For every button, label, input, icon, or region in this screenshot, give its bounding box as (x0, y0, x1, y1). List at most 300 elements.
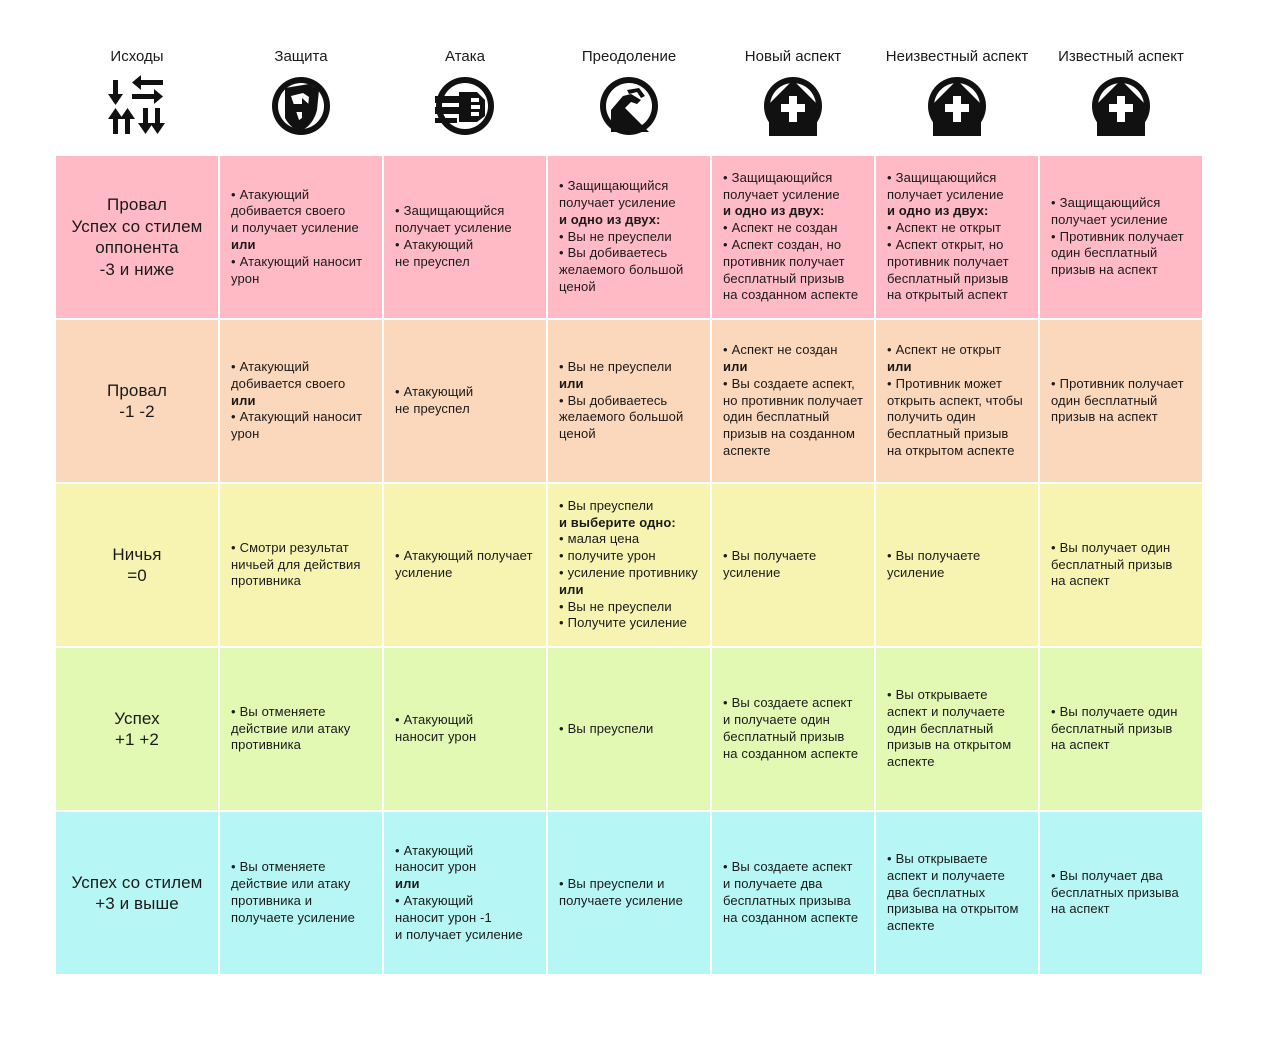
bullet-icon: • (395, 237, 400, 252)
header-title: Атака (445, 48, 485, 65)
line-text: и выберите одно: (559, 514, 676, 530)
climb-icon (597, 74, 661, 138)
line-text: призыв на аспект (1051, 262, 1158, 278)
line-text: противника и (231, 893, 313, 908)
result-cell-unknown-aspect (876, 320, 1038, 482)
outcome-row-tie (56, 484, 1202, 646)
bullet-line (887, 342, 1023, 359)
text-line (1051, 573, 1172, 590)
text-line (559, 893, 683, 910)
line-text: но противник получает (723, 392, 864, 408)
text-line (231, 721, 350, 738)
outcome-row-fail (56, 320, 1202, 482)
line-text: получите урон (567, 548, 656, 564)
line-text: Аспект не открыт (895, 342, 1002, 358)
bullet-icon: • (395, 203, 400, 219)
bullet-icon: • (231, 409, 236, 425)
text-line (231, 376, 362, 393)
bullet-line (395, 203, 512, 220)
line-text: аспект и получаете (887, 703, 1005, 719)
line-text: бесплатный призыв (1051, 556, 1173, 572)
bullet-line (723, 220, 858, 237)
text-line (723, 712, 858, 729)
result-cell-unknown-aspect (876, 484, 1038, 646)
result-cell-overcome (548, 156, 710, 318)
result-text (723, 548, 816, 582)
header-title: Преодоление (581, 48, 677, 65)
text-line (231, 737, 350, 754)
outcome-row-success-style (56, 812, 1202, 974)
outcome-label (112, 544, 161, 587)
result-text (559, 876, 683, 910)
bullet-line (559, 599, 698, 616)
bullet-icon: • (887, 687, 892, 702)
bullet-icon: • (1051, 375, 1056, 391)
bullet-line (395, 843, 523, 860)
outcome-row-success (56, 648, 1202, 810)
line-text: Защищающийся (731, 169, 833, 185)
text-line (231, 893, 355, 910)
line-text: призыв на открытом (887, 737, 1012, 753)
line-text: на открытый аспект (887, 287, 1008, 303)
bullet-icon: • (395, 842, 400, 858)
bullet-line (559, 876, 683, 893)
cross-shield-icon (925, 74, 989, 138)
line-text: желаемого большой (559, 409, 684, 425)
text-line (395, 729, 476, 746)
bullet-line (231, 540, 361, 557)
text-line (723, 910, 858, 927)
bullet-icon: • (1051, 867, 1056, 883)
bullet-line (559, 229, 683, 246)
outcome-label-cell (56, 484, 218, 646)
bullet-line (559, 498, 698, 515)
bullet-line (723, 695, 858, 712)
line-text: Противник получает (1059, 375, 1184, 391)
result-text (723, 342, 863, 460)
text-line (559, 195, 683, 212)
bullet-icon: • (395, 712, 400, 728)
line-text: открыть аспект, чтобы (887, 392, 1023, 408)
result-text (559, 721, 653, 738)
bullet-icon: • (559, 720, 564, 736)
text-line (1051, 901, 1179, 918)
result-cell-known-aspect (1040, 812, 1202, 974)
line-text: малая цена (567, 531, 640, 547)
outcome-label-line: Провал (107, 380, 167, 400)
connector-text (395, 876, 523, 893)
outcome-label-line: +1 +2 (114, 730, 159, 749)
bullet-icon: • (1051, 539, 1056, 555)
line-text: ценой (559, 278, 596, 294)
text-line (395, 220, 512, 237)
bullet-line (887, 687, 1011, 704)
column-header-bar (0, 0, 1266, 150)
header-title: Защита (274, 48, 328, 65)
text-line (887, 754, 1011, 771)
outcome-label-line: Провал (107, 195, 167, 214)
line-text: аспект и получаете (887, 867, 1005, 883)
bullet-icon: • (559, 359, 564, 374)
text-line (559, 279, 683, 296)
bullet-line (723, 548, 816, 565)
text-line (395, 254, 512, 271)
outcome-label-line: Успех со стилем (71, 216, 203, 236)
line-text: и одно из двух: (559, 211, 661, 227)
text-line (723, 443, 863, 460)
line-text: усиление противнику (567, 565, 698, 580)
bullet-icon: • (395, 893, 400, 908)
text-line (887, 271, 1009, 288)
text-line (723, 426, 863, 443)
bullet-icon: • (395, 384, 400, 400)
result-cell-unknown-aspect (876, 812, 1038, 974)
line-text: урон (231, 426, 260, 442)
bullet-icon: • (559, 245, 564, 261)
line-text: или (395, 876, 420, 892)
text-line (1051, 557, 1172, 574)
result-text (395, 384, 473, 418)
text-line (887, 565, 980, 582)
line-text: Защищающийся (1059, 195, 1161, 210)
line-text: бесплатный призыв (887, 270, 1009, 286)
line-text: Противник получает (1059, 228, 1184, 244)
line-text: аспекте (887, 754, 935, 770)
line-text: и получаете два (723, 876, 823, 892)
text-line (231, 220, 362, 237)
result-text (559, 178, 683, 296)
result-text (395, 548, 533, 582)
line-text: Вы создаете аспект, (731, 375, 855, 391)
result-cell-known-aspect (1040, 484, 1202, 646)
line-text: не преуспел (395, 401, 470, 416)
text-line (887, 901, 1019, 918)
line-text: или (887, 359, 912, 374)
line-text: на аспект (1051, 573, 1110, 589)
line-text: Атакующий наносит (239, 253, 363, 269)
text-line (887, 885, 1019, 902)
bullet-icon: • (723, 695, 728, 711)
text-line (723, 565, 816, 582)
line-text: аспекте (887, 918, 935, 934)
line-text: Аспект создан, но (731, 237, 842, 252)
line-text: получаете усиление (231, 909, 355, 925)
line-text: и получает усиление (231, 220, 359, 236)
bullet-icon: • (395, 548, 400, 564)
bullet-icon: • (559, 565, 564, 580)
result-text (1051, 376, 1184, 426)
line-text: один бесплатный (1051, 245, 1158, 261)
text-line (887, 918, 1019, 935)
result-text (887, 170, 1009, 304)
line-text: получает усиление (1051, 211, 1168, 227)
bullet-line (887, 237, 1009, 254)
line-text: получает усиление (723, 186, 840, 202)
result-cell-overcome (548, 812, 710, 974)
text-line (1051, 885, 1179, 902)
line-text: или (723, 359, 748, 374)
connector-text (887, 203, 1009, 220)
line-text: противника (231, 737, 301, 753)
line-text: или (559, 375, 584, 391)
text-line (887, 287, 1009, 304)
line-text: на созданном аспекте (723, 287, 859, 303)
connector-text (887, 359, 1023, 376)
result-cell-unknown-aspect (876, 648, 1038, 810)
header-defend (220, 0, 382, 150)
header-title: Неизвестный аспект (885, 48, 1029, 65)
line-text: получаете усиление (559, 893, 683, 908)
header-title: Известный аспект (1058, 48, 1184, 65)
result-cell-defend (220, 648, 382, 810)
line-text: и одно из двух: (887, 203, 989, 219)
bullet-icon: • (559, 876, 564, 892)
bullet-line (723, 376, 863, 393)
line-text: Вы получаете один (1059, 703, 1178, 719)
outcome-label-line: оппонента (95, 238, 179, 257)
line-text: призыва на открытом (887, 901, 1019, 917)
bullet-line (231, 359, 362, 376)
outcome-label-line: Успех со стилем (71, 872, 203, 892)
result-text (887, 342, 1023, 460)
result-text (231, 704, 350, 754)
text-line (887, 426, 1023, 443)
line-text: и получаете один (723, 712, 830, 728)
result-text (1051, 868, 1179, 918)
bullet-icon: • (887, 237, 892, 252)
line-text: действие или атаку (231, 720, 351, 736)
bullet-icon: • (231, 859, 236, 875)
result-text (1051, 540, 1172, 590)
line-text: Защищающийся (403, 203, 505, 219)
bullet-line (723, 237, 858, 254)
result-cell-overcome (548, 484, 710, 646)
outcome-label-line: +3 и выше (95, 894, 179, 913)
outcome-label (72, 194, 203, 280)
line-text: Смотри результат (239, 539, 349, 555)
bullet-icon: • (559, 548, 564, 564)
outcome-label (107, 380, 167, 423)
line-text: Атакующий (403, 712, 474, 728)
arrows-swap-icon (105, 74, 169, 138)
outcome-label-line: =0 (127, 566, 147, 585)
line-text: на созданном аспекте (723, 909, 859, 925)
text-line (887, 704, 1011, 721)
line-text: Вы преуспели (567, 497, 654, 513)
line-text: Вы создаете аспект (731, 695, 853, 711)
outcome-label-cell (56, 648, 218, 810)
cross-shield-icon (761, 74, 825, 138)
bullet-line (395, 548, 533, 565)
text-line (723, 393, 863, 410)
line-text: ценой (559, 426, 596, 442)
result-cell-attack (384, 320, 546, 482)
line-text: Вы отменяете (239, 703, 326, 719)
bullet-icon: • (231, 703, 236, 719)
bullet-icon: • (887, 375, 892, 391)
line-text: Вы создаете аспект (731, 859, 853, 875)
bullet-icon: • (887, 851, 892, 866)
text-line (559, 426, 683, 443)
result-cell-defend (220, 320, 382, 482)
bullet-icon: • (559, 531, 564, 547)
bullet-line (231, 409, 362, 426)
line-text: бесплатных призыва (723, 893, 851, 908)
line-text: противника (231, 573, 301, 589)
line-text: Вы не преуспели (567, 359, 672, 374)
bullet-line (723, 342, 863, 359)
outcome-label-cell (56, 320, 218, 482)
result-cell-attack (384, 812, 546, 974)
header-overcome (548, 0, 710, 150)
result-cell-defend (220, 812, 382, 974)
line-text: Аспект не создан (731, 342, 838, 358)
bullet-icon: • (723, 375, 728, 391)
bullet-icon: • (231, 539, 236, 555)
result-cell-unknown-aspect (876, 156, 1038, 318)
bullet-icon: • (559, 598, 564, 614)
bullet-icon: • (1051, 228, 1056, 244)
result-text (395, 843, 523, 944)
bullet-line (231, 859, 355, 876)
line-text: Вы открываете (895, 687, 988, 702)
bullet-icon: • (559, 615, 564, 631)
bullet-icon: • (723, 859, 728, 875)
header-attack (384, 0, 546, 150)
line-text: один бесплатный (723, 409, 830, 425)
header-new-aspect (712, 0, 874, 150)
text-line (559, 409, 683, 426)
result-text (231, 540, 361, 590)
connector-text (559, 515, 698, 532)
bullet-line (1051, 229, 1184, 246)
outcome-row-fail-style (56, 156, 1202, 318)
outcome-label-line: -3 и ниже (99, 259, 175, 279)
bullet-line (887, 220, 1009, 237)
line-text: Атакующий (239, 186, 310, 202)
line-text: Вы преуспели (567, 720, 654, 736)
bullet-line (395, 712, 476, 729)
bullet-line (231, 704, 350, 721)
line-text: или (559, 581, 584, 597)
bullet-icon: • (887, 220, 892, 236)
line-text: Вы отменяете (239, 859, 326, 875)
text-line (887, 393, 1023, 410)
result-text (723, 859, 858, 926)
result-cell-known-aspect (1040, 320, 1202, 482)
bullet-line (395, 384, 473, 401)
line-text: один бесплатный (1051, 392, 1158, 408)
line-text: Аспект не открыт (895, 220, 1002, 236)
line-text: Получите усиление (567, 615, 688, 631)
line-text: получает усиление (887, 186, 1004, 202)
text-line (1051, 245, 1184, 262)
result-text (395, 203, 512, 270)
bullet-icon: • (887, 342, 892, 358)
outcome-label (114, 708, 159, 751)
result-text (231, 359, 362, 443)
result-text (887, 687, 1011, 771)
header-title: Исходы (110, 48, 164, 65)
result-cell-attack (384, 156, 546, 318)
line-text: ничьей для действия (231, 556, 361, 572)
line-text: наносит урон -1 (395, 909, 492, 925)
line-text: добивается своего (231, 203, 346, 219)
connector-text (723, 359, 863, 376)
bullet-line (1051, 540, 1172, 557)
bullet-icon: • (559, 497, 564, 513)
result-text (559, 359, 683, 443)
line-text: Вы не преуспели (567, 228, 672, 244)
result-text (395, 712, 476, 746)
line-text: не преуспел (395, 253, 470, 269)
bullet-line (887, 851, 1019, 868)
line-text: действие или атаку (231, 876, 351, 892)
outcome-label (72, 872, 203, 915)
result-text (559, 498, 698, 632)
result-cell-known-aspect (1040, 648, 1202, 810)
bullet-line (559, 531, 698, 548)
line-text: Аспект открыт, но (895, 237, 1004, 252)
bullet-icon: • (723, 220, 728, 236)
line-text: Защищающийся (895, 169, 997, 185)
bullet-icon: • (723, 548, 728, 564)
line-text: Вы получает один (1059, 539, 1171, 555)
line-text: противник получает (887, 253, 1009, 269)
result-cell-attack (384, 648, 546, 810)
text-line (887, 254, 1009, 271)
bullet-line (559, 359, 683, 376)
line-text: и одно из двух: (723, 203, 825, 219)
text-line (395, 927, 523, 944)
line-text: бесплатный призыв (1051, 720, 1173, 736)
line-text: получает усиление (559, 195, 676, 210)
result-text (887, 851, 1019, 935)
text-line (1051, 212, 1184, 229)
result-cell-new-aspect (712, 484, 874, 646)
result-text (1051, 704, 1177, 754)
text-line (395, 859, 523, 876)
text-line (887, 187, 1009, 204)
line-text: Вы получаете (731, 548, 817, 564)
line-text: Атакующий (403, 842, 474, 858)
line-text: противник получает (723, 253, 845, 269)
outcome-label-cell (56, 156, 218, 318)
outcome-label-line: Ничья (112, 544, 162, 564)
line-text: получить один (887, 409, 976, 425)
bullet-icon: • (723, 237, 728, 252)
outcome-label-line: -1 -2 (119, 402, 155, 421)
text-line (231, 557, 361, 574)
result-cell-attack (384, 484, 546, 646)
bullet-line (559, 245, 683, 262)
text-line (723, 876, 858, 893)
header-known-aspect (1040, 0, 1202, 150)
line-text: или (231, 392, 256, 408)
text-line (887, 721, 1011, 738)
line-text: усиление (723, 565, 781, 580)
text-line (395, 910, 523, 927)
line-text: урон (231, 270, 260, 286)
text-line (723, 287, 858, 304)
line-text: аспекте (723, 442, 771, 458)
line-text: усиление (395, 565, 453, 580)
line-text: призыв на аспект (1051, 409, 1158, 425)
bullet-line (887, 376, 1023, 393)
header-outcomes (56, 0, 218, 150)
bullet-icon: • (887, 548, 892, 564)
line-text: на созданном аспекте (723, 745, 859, 761)
